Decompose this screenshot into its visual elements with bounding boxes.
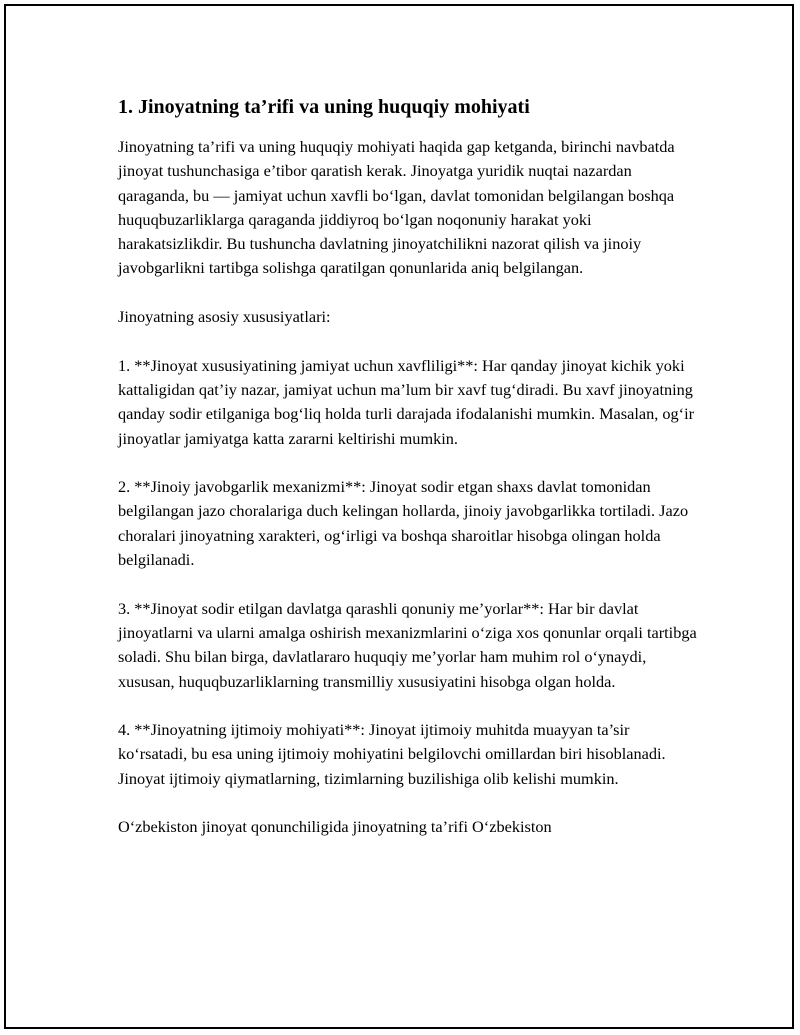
paragraph-item-1: 1. **Jinoyat xususiyatining jamiyat uchun xavfliligi**: Har qanday jinoyat kichik yoki kattaligidan qat’iy nazar, jamiyat uchun ma’lum bir xavf tug‘diradi. Bu xavf jinoyatning qanday sodir etilganiga bog‘liq holda turli darajada ifodalanishi mumkin. Masalan, og‘ir jinoyatlar jamiyatga katta zararni keltirishi mumkin. <box>118 355 695 448</box>
paragraph-intro: Jinoyatning ta’rifi va uning huquqiy mohiyati haqida gap ketganda, birinchi navbatda jinoyat tushunchasiga e’tibor qaratish kerak. Jinoyatga yuridik nuqtai nazardan qaraganda, bu — jamiyat uchun xavfli bo‘lgan, davlat tomonidan belgilangan boshqa huquqbuzarliklarga qaraganda jiddiyroq bo‘lgan noqonuniy harakat yoki harakatsizlikdir. Bu tushuncha davlatning jinoyatchilikni nazorat qilish va jinoiy javobgarlikni tartibga solishga qaratilgan qonunlarida aniq belgilangan. <box>118 137 675 278</box>
section-heading: 1. Jinoyatning ta’rifi va uning huquqiy mohiyati <box>118 96 530 118</box>
paragraph-closing: O‘zbekiston jinoyat qonunchiligida jinoyatning ta’rifi O‘zbekiston <box>118 817 552 837</box>
paragraph-item-4: 4. **Jinoyatning ijtimoiy mohiyati**: Jinoyat ijtimoiy muhitda muayyan ta’sir ko‘rsatadi, bu esa uning ijtimoiy mohiyatini belgilovchi omillardan biri hisoblanadi. Jinoyat ijtimoiy qiymatlarning, tizimlarning buzilishiga olib kelishi mumkin. <box>118 720 666 788</box>
paragraph-item-2: 2. **Jinoiy javobgarlik mexanizmi**: Jinoyat sodir etgan shaxs davlat tomonidan belgilangan jazo choralariga duch kelingan hollarda, jinoiy javobgarlikka tortiladi. Jazo choralari jinoyatning xarakteri, og‘irligi va boshqa sharoitlar hisobga olingan holda belgilanadi. <box>118 477 689 570</box>
document-body <box>118 93 698 864</box>
paragraph-features-title: Jinoyatning asosiy xususiyatlari: <box>118 307 331 327</box>
paragraph-item-3: 3. **Jinoyat sodir etilgan davlatga qarashli qonuniy me’yorlar**: Har bir davlat jinoyatlarni va ularni amalga oshirish mexanizmlarini o‘ziga xos qonunlar orqali tartibga soladi. Shu bilan birga, davlatlararo huquqiy me’yorlar ham muhim rol o‘ynaydi, xususan, huquqbuzarliklarning transmilliy xususiyatini hisobga olgan holda. <box>118 598 697 691</box>
